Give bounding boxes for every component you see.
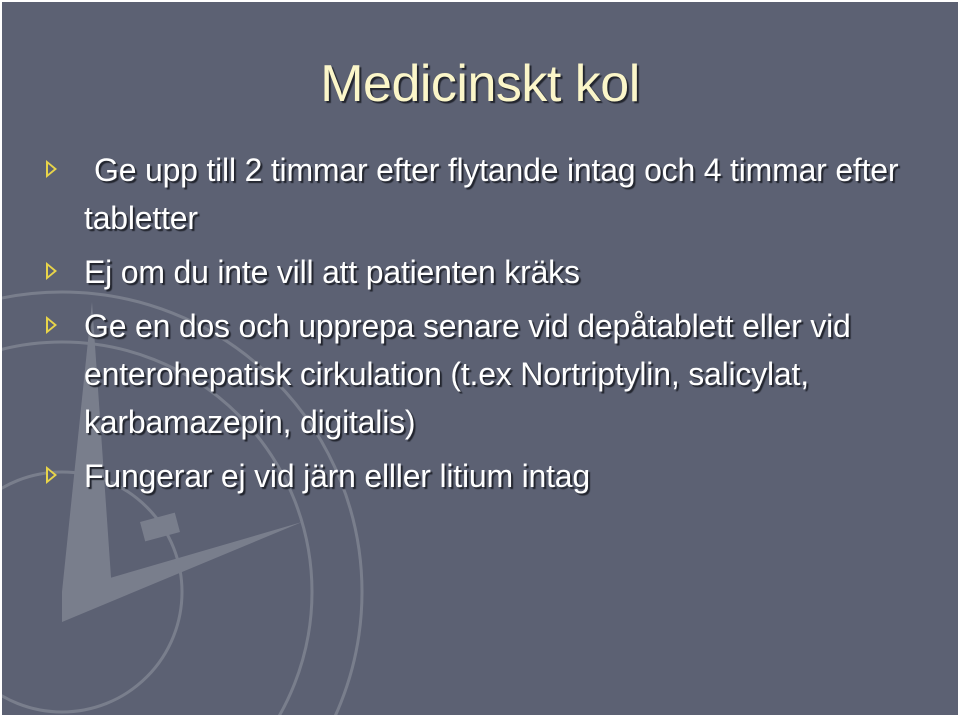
slide [2, 2, 958, 715]
triangle-arrow-bullet-icon [46, 160, 57, 178]
bullet-item [2, 248, 958, 296]
triangle-arrow-bullet-icon [46, 466, 57, 484]
bullet-text: Fungerar ej vid järn elller litium intag [84, 458, 591, 494]
bullet-item [2, 146, 958, 242]
bullet-list [2, 146, 958, 506]
bullet-text: Ej om du inte vill att patienten kräks [84, 254, 580, 290]
triangle-arrow-bullet-icon [46, 262, 57, 280]
bullet-item [2, 452, 958, 500]
bullet-text: Ge upp till 2 timmar efter flytande intag och 4 timmar efter tabletter [84, 152, 899, 236]
bullet-item [2, 302, 958, 446]
triangle-arrow-bullet-icon [46, 316, 57, 334]
bullet-text: Ge en dos och upprepa senare vid depåtablett eller vid enterohepatisk cirkulation (t.ex Nortriptylin, salicylat, karbamazepin, digitalis) [84, 308, 851, 440]
slide-title: Medicinskt kol [320, 55, 640, 113]
